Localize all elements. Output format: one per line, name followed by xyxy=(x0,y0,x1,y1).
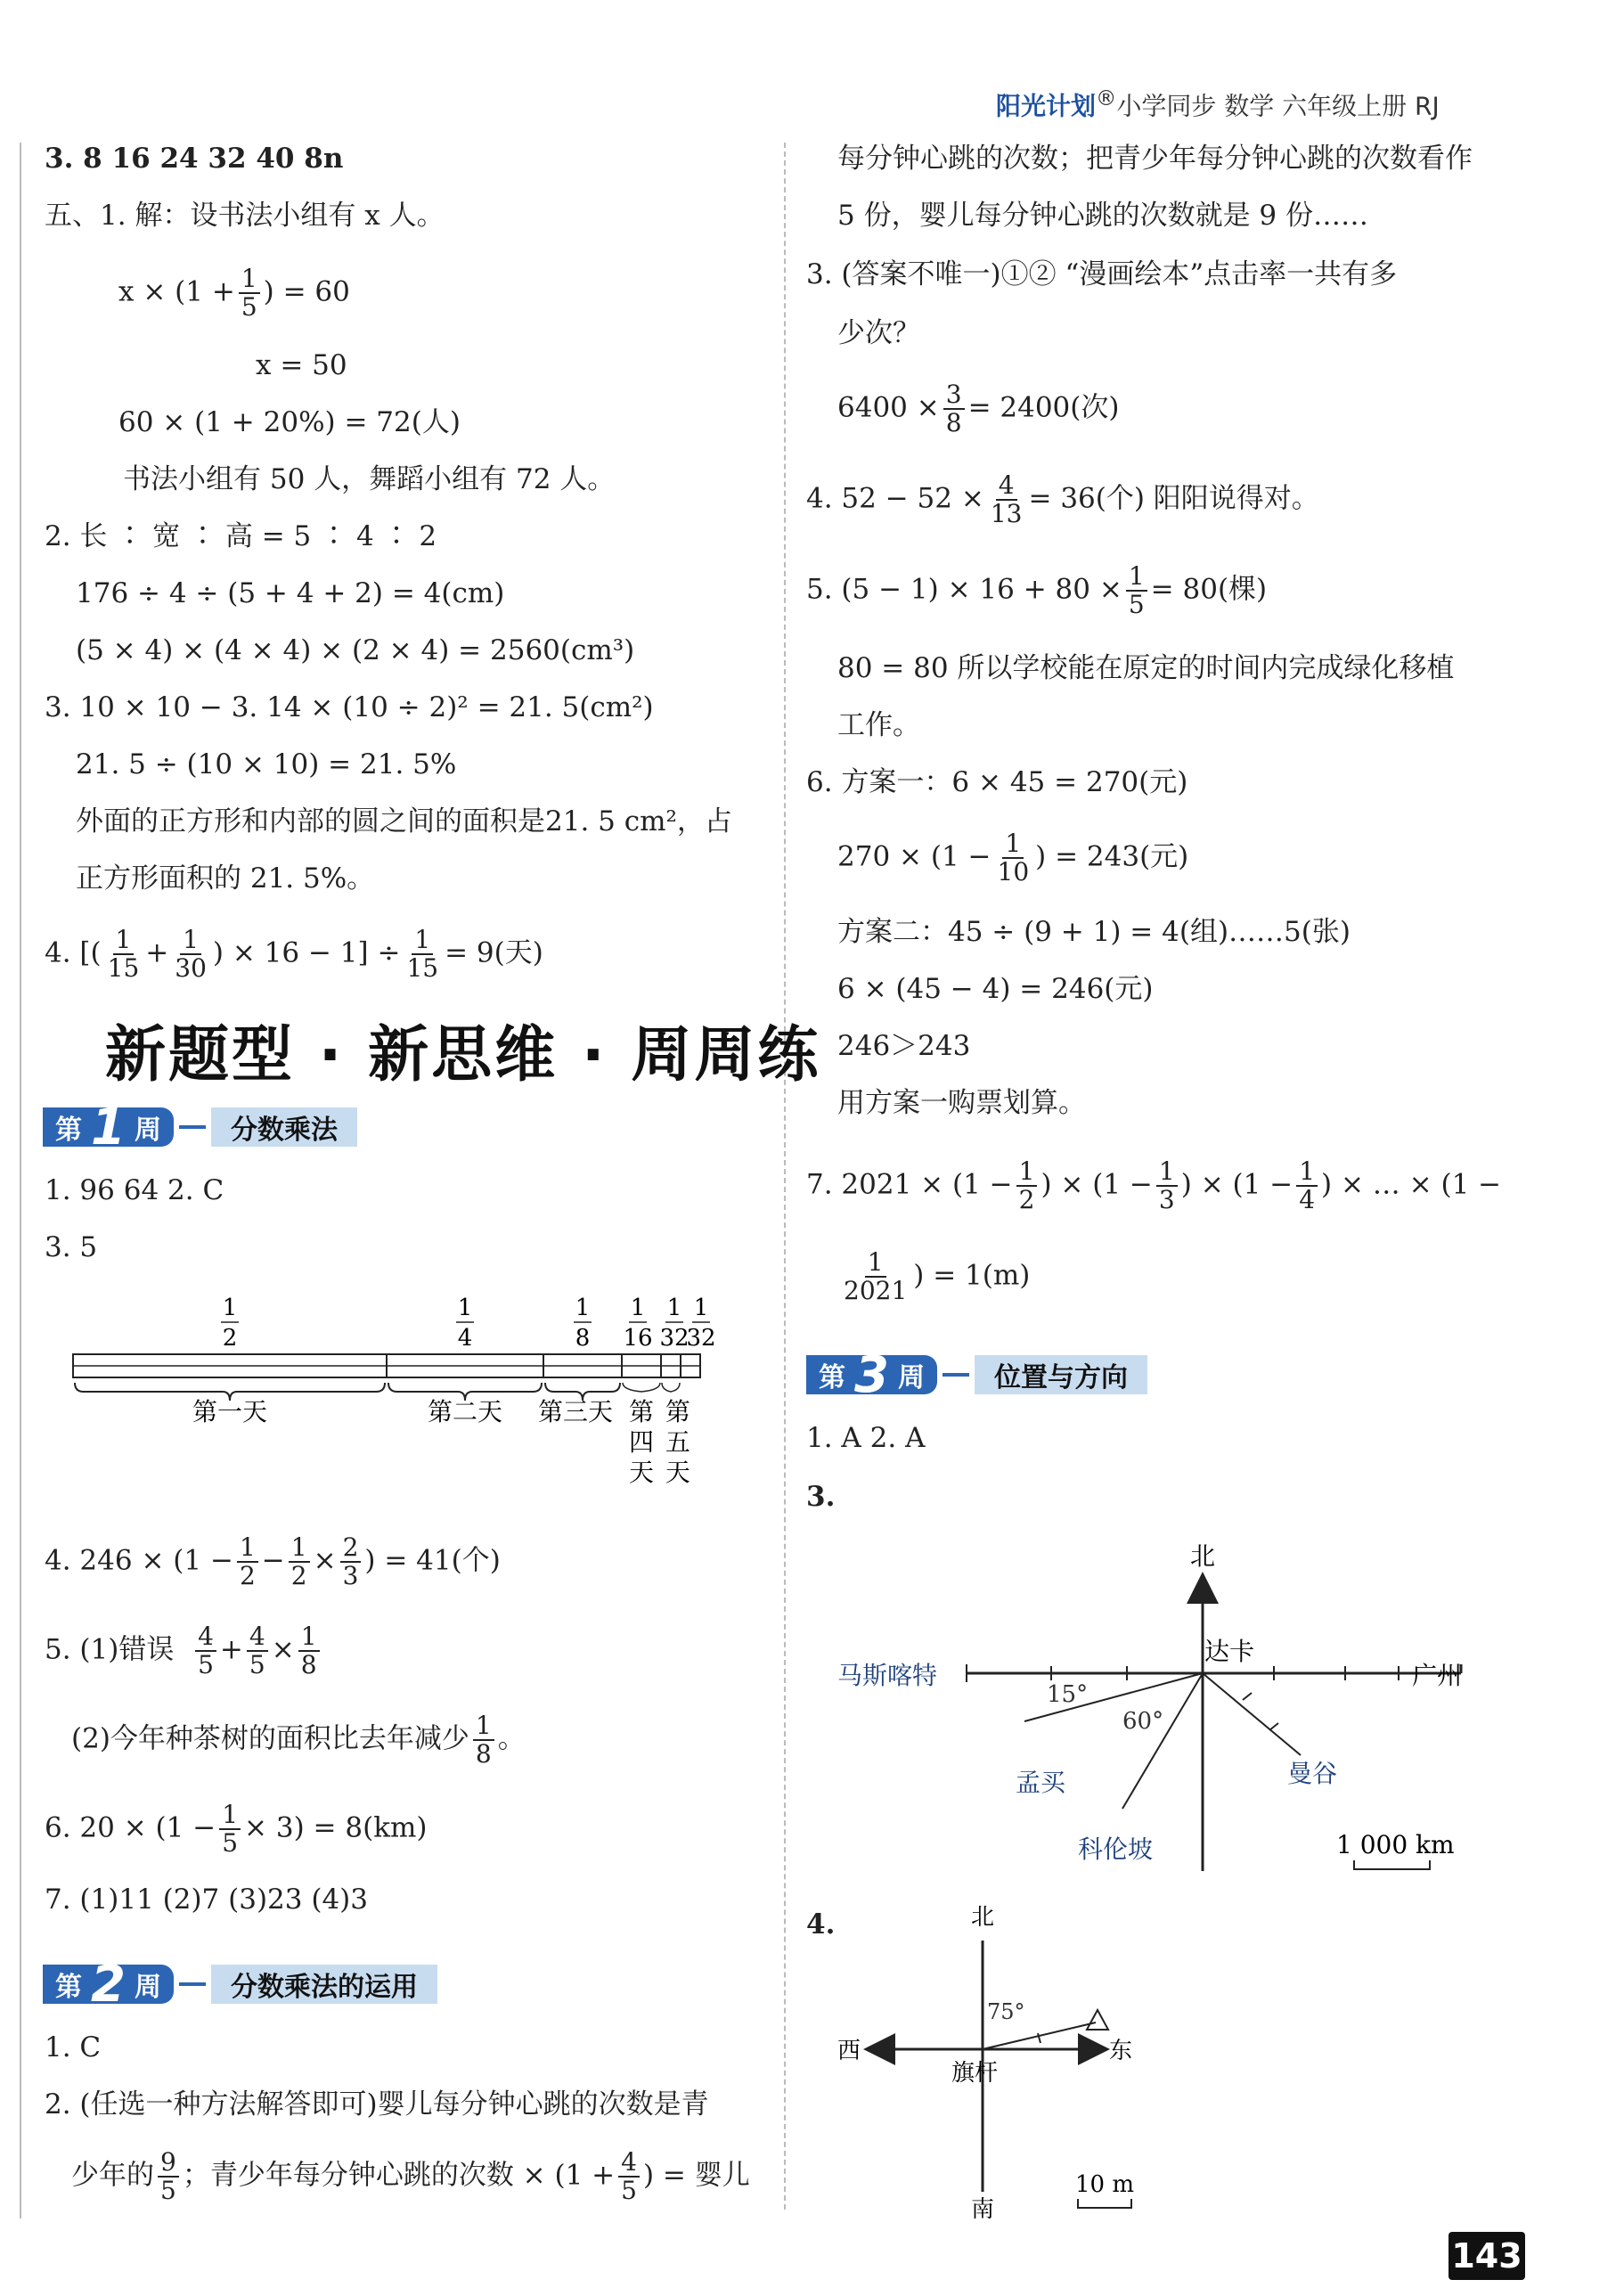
eq-text: × 3) = 8(km) xyxy=(244,1811,428,1844)
fraction xyxy=(943,381,965,437)
numerator: 2 xyxy=(340,1534,362,1563)
fraction-numerator: 1 xyxy=(666,1295,682,1321)
r-q7-line2 xyxy=(837,1249,1030,1304)
denominator: 2 xyxy=(239,1561,256,1590)
day-label: 第三天 xyxy=(537,1397,614,1426)
eq-text: ) = 1(m) xyxy=(913,1259,1031,1292)
page-header xyxy=(996,86,1440,122)
scale-label: 1 000 km xyxy=(1336,1830,1455,1859)
w1-q7: 7. (1)11 (2)7 (3)23 (4)3 xyxy=(45,1884,368,1916)
s5-q1-head: 五、1. 解：设书法小组有 x 人。 xyxy=(45,200,445,232)
w1-segment-diagram xyxy=(53,1283,730,1497)
r-q5 xyxy=(806,563,1267,618)
fraction xyxy=(841,1249,910,1304)
week-post: 周 xyxy=(897,1362,925,1393)
denominator: 4 xyxy=(1299,1185,1316,1214)
column-divider xyxy=(784,143,786,2210)
eq-text: 270 × (1 − xyxy=(837,840,992,873)
r-q7-line1 xyxy=(806,1158,1501,1213)
eq-text: × xyxy=(271,1633,295,1666)
s5-q3-head: 3. 10 × 10 − 3. 14 × (10 ÷ 2)² = 21. 5(cm²) xyxy=(45,691,654,723)
eq-text: ) × (1 − xyxy=(1180,1168,1293,1201)
denominator: 5 xyxy=(1128,590,1145,619)
mumbai-label: 孟买 xyxy=(1016,1768,1066,1797)
eq-text: ) = 41(个) xyxy=(364,1544,501,1577)
denominator: 30 xyxy=(175,953,207,983)
numerator: 1 xyxy=(1016,1158,1038,1187)
eq-text: x × (1 + xyxy=(118,275,235,308)
scale-bar xyxy=(1078,2199,1131,2208)
day-label-vertical: 五 xyxy=(665,1427,690,1457)
day-label: 第二天 xyxy=(427,1397,503,1426)
numerator: 1 xyxy=(219,1802,241,1830)
numerator: 1 xyxy=(239,266,260,294)
denominator: 8 xyxy=(300,1650,317,1679)
w1-q3: 3. 5 xyxy=(45,1231,98,1263)
s5-q3-answer-1: 外面的正方形和内部的圆之间的面积是21. 5 cm²，占 xyxy=(76,805,732,838)
eq-text: 。 xyxy=(497,1722,526,1755)
scale-bar xyxy=(1354,1860,1430,1869)
s5-q1-eq3: 60 × (1 + 20%) = 72(人) xyxy=(118,406,461,438)
week-connector xyxy=(179,1982,206,1986)
day-label-vertical: 第 xyxy=(665,1397,690,1426)
w1-q1-q2: 1. 96 64 2. C xyxy=(45,1174,224,1206)
numerator: 9 xyxy=(158,2149,179,2178)
fraction xyxy=(195,1623,216,1679)
numerator: 1 xyxy=(289,1534,310,1563)
w2-q2-line1: 2. (任选一种方法解答即可)婴儿每分钟心跳的次数是青 xyxy=(45,2088,709,2120)
tick xyxy=(1243,1693,1252,1700)
fraction xyxy=(219,1802,241,1857)
day-label-vertical: 天 xyxy=(665,1458,690,1487)
r-q6-line4: 6 × (45 − 4) = 246(元) xyxy=(837,973,1154,1005)
header-subtitle: 小学同步 数学 六年级上册 RJ xyxy=(1116,91,1440,121)
numerator: 1 xyxy=(298,1623,320,1652)
colombo-direction xyxy=(1122,1673,1203,1809)
registered-mark: ® xyxy=(1096,86,1117,110)
north-label: 北 xyxy=(970,1904,995,1931)
eq-text: × xyxy=(313,1544,337,1577)
denominator: 5 xyxy=(249,1650,265,1679)
eq-text: 5. (1)错误 xyxy=(45,1633,175,1666)
w1-q5-1 xyxy=(45,1623,323,1679)
week-title: 分数乘法的运用 xyxy=(211,1965,437,2004)
fraction xyxy=(1126,563,1147,618)
west-label: 西 xyxy=(837,2038,861,2064)
fraction-numerator: 1 xyxy=(630,1295,646,1321)
denominator: 5 xyxy=(222,1828,239,1858)
numerator: 1 xyxy=(1156,1158,1178,1187)
fraction-numerator: 1 xyxy=(575,1295,591,1321)
fraction xyxy=(473,1712,494,1768)
day-label-vertical: 第 xyxy=(628,1397,655,1426)
eq-text: 6. 20 × (1 − xyxy=(45,1811,216,1844)
numerator: 1 xyxy=(1296,1158,1318,1187)
fraction xyxy=(298,1623,320,1679)
w3-map-1 xyxy=(820,1515,1497,1889)
r-q6-line6: 用方案一购票划算。 xyxy=(837,1087,1086,1119)
fraction xyxy=(988,472,1025,527)
numerator: 1 xyxy=(1126,563,1147,592)
denominator: 5 xyxy=(241,292,257,322)
week-post: 周 xyxy=(134,1115,161,1146)
fraction xyxy=(289,1534,310,1589)
s5-q4 xyxy=(45,927,543,982)
eq-text: + xyxy=(145,936,169,969)
fraction xyxy=(404,927,441,982)
w3-map-2 xyxy=(820,1898,1212,2227)
w2-q2-line2 xyxy=(71,2149,750,2204)
week-tag xyxy=(43,1955,174,2014)
denominator: 8 xyxy=(475,1739,492,1769)
week-number: 3 xyxy=(854,1345,889,1404)
fraction xyxy=(1296,1158,1318,1213)
day-label-vertical: 天 xyxy=(628,1458,655,1487)
eq-text: + xyxy=(219,1633,243,1666)
tick xyxy=(1269,1723,1278,1730)
brace xyxy=(662,1383,680,1392)
fraction xyxy=(239,266,260,321)
fraction xyxy=(237,1534,258,1589)
week-number: 2 xyxy=(91,1955,126,2014)
flagpole-label: 旗杆 xyxy=(951,2060,999,2087)
eq-text: (2)今年种茶树的面积比去年减少 xyxy=(71,1722,469,1755)
r-q3-line1: 3. (答案不唯一)①② “漫画绘本”点击率一共有多 xyxy=(806,258,1398,290)
eq-text: ) = 婴儿 xyxy=(642,2159,750,2192)
fraction xyxy=(172,927,209,982)
r-q6-line2 xyxy=(837,830,1188,886)
week-2-heading xyxy=(43,1955,437,2014)
r-q6-line1: 6. 方案一：6 × 45 = 270(元) xyxy=(806,766,1188,798)
w3-q4: 4. xyxy=(806,1908,836,1941)
eq-text: ) = 60 xyxy=(263,275,350,308)
r-q5-line3: 工作。 xyxy=(837,709,920,741)
r-q5-line2: 80 = 80 所以学校能在原定的时间内完成绿化移植 xyxy=(837,652,1455,684)
r-q3-line2: 少次？ xyxy=(837,317,920,349)
denominator: 2 xyxy=(290,1561,307,1590)
fraction-numerator: 1 xyxy=(457,1295,473,1321)
eq-text: ) × (1 − xyxy=(1041,1168,1153,1201)
w1-q4 xyxy=(45,1534,501,1589)
r-q4 xyxy=(806,472,1319,527)
eq-text: ；青少年每分钟心跳的次数 × (1 + xyxy=(182,2159,616,2192)
eq-text: = 9(天) xyxy=(445,936,543,969)
day-label-vertical: 四 xyxy=(628,1427,655,1457)
fraction xyxy=(105,927,143,982)
s5-q1-answer: 书法小组有 50 人，舞蹈小组有 72 人。 xyxy=(123,463,616,495)
fraction xyxy=(1016,1158,1038,1213)
s5-q3-eq1: 21. 5 ÷ (10 × 10) = 21. 5% xyxy=(76,748,457,780)
eq-text: = 2400(次) xyxy=(967,391,1120,424)
muscat-label: 马斯喀特 xyxy=(837,1661,938,1690)
s5-q2-eq2: (5 × 4) × (4 × 4) × (2 × 4) = 2560(cm³) xyxy=(76,634,635,666)
week-pre: 第 xyxy=(55,1115,82,1146)
numerator: 1 xyxy=(473,1712,494,1741)
page-number: 143 xyxy=(1449,2232,1525,2280)
angle-60-label: 60° xyxy=(1122,1708,1164,1735)
week-3-heading xyxy=(806,1345,1147,1404)
numerator: 4 xyxy=(195,1623,216,1652)
denominator: 15 xyxy=(406,953,439,983)
fraction xyxy=(618,2149,640,2204)
colombo-label: 科伦坡 xyxy=(1078,1834,1154,1864)
fraction xyxy=(995,830,1032,886)
fraction xyxy=(340,1534,362,1589)
week-tag xyxy=(806,1345,937,1404)
day-label: 第一天 xyxy=(192,1397,268,1426)
s5-q1-eq2: x = 50 xyxy=(256,349,347,381)
fraction-denominator: 32 xyxy=(659,1325,690,1352)
tick xyxy=(1038,2033,1041,2043)
numerator: 4 xyxy=(618,2149,640,2178)
denominator: 2 xyxy=(1018,1185,1035,1214)
fraction xyxy=(247,1623,268,1679)
denominator: 3 xyxy=(342,1561,359,1590)
week-title: 分数乘法 xyxy=(211,1107,357,1147)
denominator: 5 xyxy=(621,2176,637,2205)
angle-75-label: 75° xyxy=(987,1999,1025,2024)
numerator: 1 xyxy=(412,927,433,955)
s5-q2-head: 2. 长 ∶ 宽 ∶ 高 = 5 ∶ 4 ∶ 2 xyxy=(45,520,437,552)
numerator: 1 xyxy=(865,1249,886,1278)
week-connector xyxy=(943,1373,969,1377)
denominator: 2021 xyxy=(844,1276,908,1305)
center-label-dhaka: 达卡 xyxy=(1204,1637,1255,1666)
numerator: 1 xyxy=(1002,830,1024,859)
denominator: 15 xyxy=(107,953,140,983)
eq-text: = 36(个) 阳阳说得对。 xyxy=(1028,482,1319,515)
segment-group xyxy=(73,1295,716,1487)
guangzhou-label: 广州 xyxy=(1412,1661,1463,1690)
section-banner: 新题型 · 新思维 · 周周练 xyxy=(105,1020,821,1091)
fraction-denominator: 4 xyxy=(457,1325,473,1352)
eq-text: 5. (5 − 1) × 16 + 80 × xyxy=(806,573,1122,606)
w3-q1-q2: 1. A 2. A xyxy=(806,1422,926,1454)
numerator: 1 xyxy=(180,927,201,955)
north-label: 北 xyxy=(1189,1541,1216,1571)
week-pre: 第 xyxy=(55,1972,82,2003)
week-pre: 第 xyxy=(819,1362,845,1393)
r-q3-eq xyxy=(837,381,1119,437)
eq-text: 6400 × xyxy=(837,391,940,424)
s5-q1-eq1 xyxy=(118,266,350,321)
week-connector xyxy=(179,1125,206,1129)
bangkok-direction xyxy=(1203,1673,1301,1755)
fraction xyxy=(158,2149,179,2204)
fraction xyxy=(1156,1158,1178,1213)
denominator: 5 xyxy=(160,2176,176,2205)
r-q6-line3: 方案二：45 ÷ (9 + 1) = 4(组)……5(张) xyxy=(837,916,1351,948)
eq-text: ) × … × (1 − xyxy=(1321,1168,1502,1201)
denominator: 3 xyxy=(1158,1185,1175,1214)
fraction-numerator: 1 xyxy=(222,1295,238,1321)
denominator: 5 xyxy=(198,1650,214,1679)
eq-text: = 80(棵) xyxy=(1150,573,1268,606)
w1-q5-2 xyxy=(71,1712,526,1768)
numerator: 4 xyxy=(996,472,1017,501)
r-q6-line5: 246＞243 xyxy=(837,1030,971,1062)
week-1-heading xyxy=(43,1098,357,1156)
east-label: 东 xyxy=(1109,2038,1133,2064)
numerator: 1 xyxy=(237,1534,258,1563)
w2-q1: 1. C xyxy=(45,2031,102,2063)
eq-text: 4. 246 × (1 − xyxy=(45,1544,233,1577)
w3-q3: 3. xyxy=(806,1481,836,1513)
left-margin-rule xyxy=(20,143,21,2219)
target-marker xyxy=(1087,2010,1108,2030)
eq-text: ) × 16 − 1] ÷ xyxy=(212,936,401,969)
eq-text: 4. [( xyxy=(45,936,102,969)
s5-q3-answer-2: 正方形面积的 21. 5%。 xyxy=(76,862,375,895)
r-cont-2: 5 份，婴儿每分钟心跳的次数就是 9 份…… xyxy=(837,200,1369,232)
w1-q6 xyxy=(45,1802,427,1857)
south-label: 南 xyxy=(970,2196,995,2223)
angle-15-label: 15° xyxy=(1047,1681,1089,1708)
brand-name: 阳光计划 xyxy=(996,91,1097,121)
fraction-denominator: 16 xyxy=(623,1325,653,1352)
eq-text: 4. 52 − 52 × xyxy=(806,482,984,515)
week-tag xyxy=(43,1098,174,1156)
fraction-denominator: 32 xyxy=(686,1325,716,1352)
week-post: 周 xyxy=(134,1972,161,2003)
eq-text: 少年的 xyxy=(71,2159,154,2192)
denominator: 8 xyxy=(945,408,962,437)
eq-text: − xyxy=(261,1544,285,1577)
week-title: 位置与方向 xyxy=(975,1355,1147,1394)
fraction-denominator: 8 xyxy=(575,1325,591,1352)
numerator: 1 xyxy=(113,927,135,955)
denominator: 13 xyxy=(990,499,1023,528)
r-cont-1: 每分钟心跳的次数；把青少年每分钟心跳的次数看作 xyxy=(837,143,1473,175)
week-number: 1 xyxy=(91,1098,126,1156)
scale-label: 10 m xyxy=(1074,2171,1135,2198)
numerator: 3 xyxy=(943,381,965,410)
fraction-numerator: 1 xyxy=(693,1295,709,1321)
eq-text: ) = 243(元) xyxy=(1035,840,1189,873)
fraction-denominator: 2 xyxy=(222,1325,238,1352)
left-q3: 3. 8 16 24 32 40 8n xyxy=(45,143,344,175)
s5-q2-eq1: 176 ÷ 4 ÷ (5 + 4 + 2) = 4(cm) xyxy=(76,577,505,609)
denominator: 10 xyxy=(997,857,1030,887)
brace xyxy=(623,1383,660,1392)
bangkok-label: 曼谷 xyxy=(1287,1759,1338,1788)
numerator: 4 xyxy=(247,1623,268,1652)
eq-text: 7. 2021 × (1 − xyxy=(806,1168,1013,1201)
